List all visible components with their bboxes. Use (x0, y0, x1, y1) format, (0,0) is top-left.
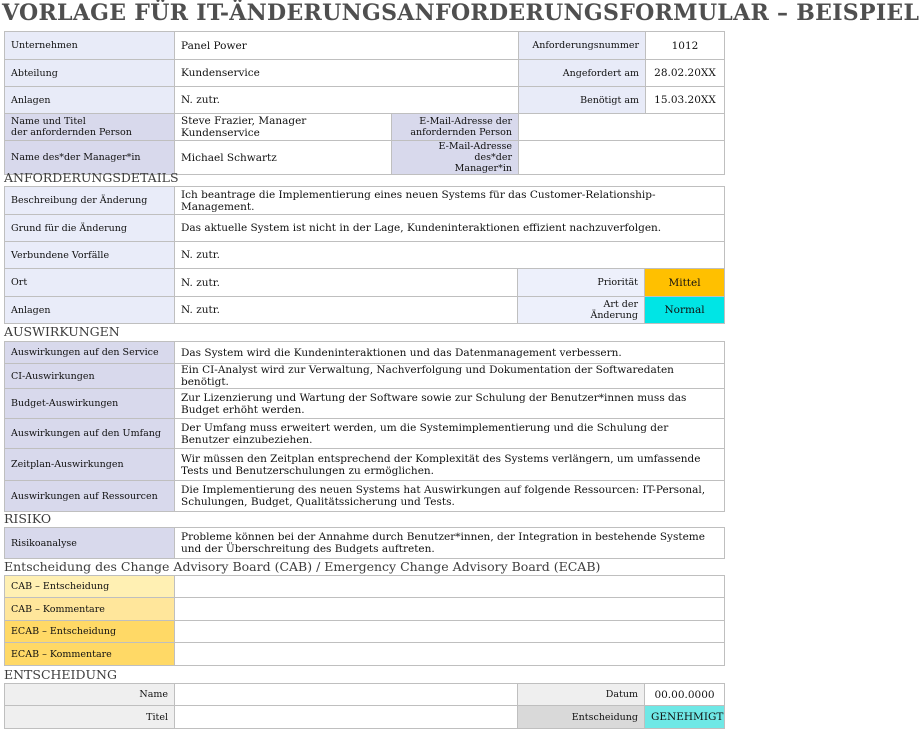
location-field[interactable]: N. zutr. (175, 269, 518, 297)
change-description-field[interactable]: Ich beantrage die Implementierung eines neuen Systems für das Customer-Relationship-Management. (175, 187, 725, 215)
resource-impact-field[interactable]: Die Implementierung des neuen Systems hat Auswirkungen auf folgende Ressourcen: IT-Personal, Schulungen, Budget, Qualitätssicherung und Tests. (175, 481, 725, 512)
manager-email-label (392, 141, 519, 175)
scope-impact-field[interactable]: Der Umfang muss erweitert werden, um die Systemimplementierung und die Schulung der Benutzer einzubeziehen. (175, 419, 725, 449)
scope-impact-label: Auswirkungen auf den Umfang (5, 419, 175, 449)
change-type-label-line2: Änderung (590, 310, 638, 321)
decision-heading: ENTSCHEIDUNG (4, 667, 117, 682)
budget-impact-label: Budget-Auswirkungen (5, 389, 175, 419)
company-field[interactable]: Panel Power (175, 32, 519, 60)
requester-label-line1: Name und Titel (11, 116, 86, 127)
decision-result-label: Entscheidung (518, 706, 645, 729)
service-impact-label: Auswirkungen auf den Service (5, 342, 175, 364)
ecab-comments-field[interactable] (175, 643, 725, 666)
related-incidents-field[interactable]: N. zutr. (175, 242, 725, 269)
priority-field[interactable]: Mittel (645, 269, 725, 297)
manager-email-label-line2: Manager*in (454, 163, 512, 174)
requester-field[interactable]: Steve Frazier, Manager Kundenservice (175, 114, 392, 141)
details-attachments-field[interactable]: N. zutr. (175, 297, 518, 324)
cab-heading: Entscheidung des Change Advisory Board (CAB) / Emergency Change Advisory Board (ECAB) (4, 559, 601, 574)
request-number-field[interactable]: 1012 (646, 32, 725, 60)
related-incidents-label: Verbundene Vorfälle (5, 242, 175, 269)
needed-date-field[interactable]: 15.03.20XX (646, 87, 725, 114)
location-label: Ort (5, 269, 175, 297)
header-table (4, 31, 725, 175)
department-label: Abteilung (5, 60, 175, 87)
risk-analysis-label: Risikoanalyse (5, 528, 175, 559)
change-description-label: Beschreibung der Änderung (5, 187, 175, 215)
cab-comments-label: CAB – Kommentare (5, 598, 175, 621)
requester-email-field[interactable] (519, 114, 725, 141)
risk-heading: RISIKO (4, 511, 52, 526)
requester-email-label (392, 114, 519, 141)
resource-impact-label: Auswirkungen auf Ressourcen (5, 481, 175, 512)
service-impact-field[interactable]: Das System wird die Kundeninteraktionen und das Datenmanagement verbessern. (175, 342, 725, 364)
requester-label (5, 114, 175, 141)
cab-comments-field[interactable] (175, 598, 725, 621)
ci-impact-field[interactable]: Ein CI-Analyst wird zur Verwaltung, Nachverfolgung und Dokumentation der Softwaredaten benötigt. (175, 364, 725, 389)
impact-table (4, 341, 725, 512)
cab-decision-field[interactable] (175, 576, 725, 598)
requested-date-label: Angefordert am (519, 60, 646, 87)
decision-table (4, 683, 725, 729)
ecab-comments-label: ECAB – Kommentare (5, 643, 175, 666)
change-type-label (518, 297, 645, 324)
manager-label: Name des*der Manager*in (5, 141, 175, 175)
requester-email-label-line1: E-Mail-Adresse der (419, 116, 512, 127)
schedule-impact-label: Zeitplan-Auswirkungen (5, 449, 175, 481)
ecab-decision-label: ECAB – Entscheidung (5, 621, 175, 643)
schedule-impact-field[interactable]: Wir müssen den Zeitplan entsprechend der Komplexität des Systems verlängern, um umfassende Tests und Benutzerschulungen zu ermöglichen. (175, 449, 725, 481)
risk-analysis-field[interactable]: Probleme können bei der Annahme durch Benutzer*innen, der Integration in bestehende Systeme und der Überschreitung des Budgets auftreten. (175, 528, 725, 559)
ci-impact-label: CI-Auswirkungen (5, 364, 175, 389)
decision-date-label: Datum (518, 684, 645, 706)
decision-result-field[interactable]: GENEHMIGT (645, 706, 725, 729)
requester-label-line2: der anfordernden Person (11, 127, 132, 138)
decision-name-field[interactable] (175, 684, 518, 706)
impact-heading: AUSWIRKUNGEN (4, 324, 120, 339)
ecab-decision-field[interactable] (175, 621, 725, 643)
decision-title-field[interactable] (175, 706, 518, 729)
change-reason-field[interactable]: Das aktuelle System ist nicht in der Lage, Kundeninteraktionen effizient nachzuverfolgen. (175, 215, 725, 242)
request-number-label: Anforderungsnummer (519, 32, 646, 60)
budget-impact-field[interactable]: Zur Lizenzierung und Wartung der Software sowie zur Schulung der Benutzer*innen muss das Budget erhöht werden. (175, 389, 725, 419)
manager-email-field[interactable] (519, 141, 725, 175)
cab-table (4, 575, 725, 666)
department-field[interactable]: Kundenservice (175, 60, 519, 87)
details-heading: ANFORDERUNGSDETAILS (4, 170, 179, 185)
page-title: VORLAGE FÜR IT-ÄNDERUNGSANFORDERUNGSFORMULAR – BEISPIEL (2, 0, 919, 26)
decision-date-field[interactable]: 00.00.0000 (645, 684, 725, 706)
priority-label: Priorität (518, 269, 645, 297)
attachments-label: Anlagen (5, 87, 175, 114)
manager-field[interactable]: Michael Schwartz (175, 141, 392, 175)
needed-date-label: Benötigt am (519, 87, 646, 114)
cab-decision-label: CAB – Entscheidung (5, 576, 175, 598)
attachments-field[interactable]: N. zutr. (175, 87, 519, 114)
change-reason-label: Grund für die Änderung (5, 215, 175, 242)
decision-name-label: Name (5, 684, 175, 706)
requested-date-field[interactable]: 28.02.20XX (646, 60, 725, 87)
risk-table (4, 527, 725, 559)
details-attachments-label: Anlagen (5, 297, 175, 324)
manager-email-label-line1: E-Mail-Adresse des*der (438, 141, 512, 163)
change-type-field[interactable]: Normal (645, 297, 725, 324)
details-table (4, 186, 725, 324)
requester-email-label-line2: anfordernden Person (410, 127, 512, 138)
change-type-label-line1: Art der (603, 299, 638, 310)
decision-title-label: Titel (5, 706, 175, 729)
company-label: Unternehmen (5, 32, 175, 60)
